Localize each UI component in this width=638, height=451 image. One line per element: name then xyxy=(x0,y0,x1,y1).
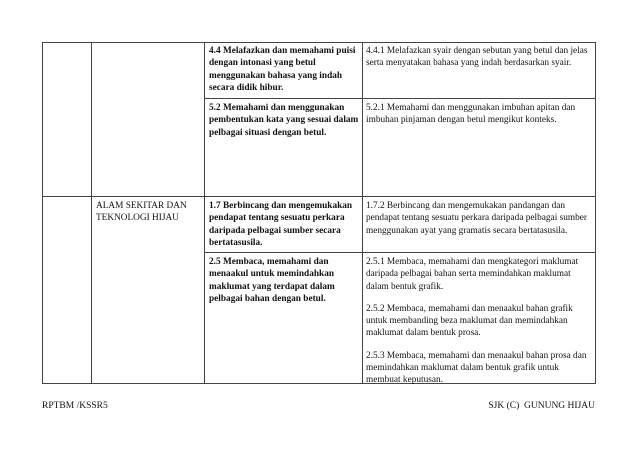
footer-right: SJK (C) GUNUNG HIJAU xyxy=(488,401,595,411)
theme-cell: ALAM SEKITAR DAN TEKNOLOGI HIJAU xyxy=(96,201,187,224)
content-standard-cell: 2.5 Membaca, memahami dan menaakul untuk memindahkan maklumat yang terdapat dalam pelbagai bahan dengan betul. xyxy=(209,257,335,304)
content-standard-cell: 4.4 Melafazkan dan memahami puisi dengan intonasi yang betul menggunakan bahasa yang indah secara didik hibur. xyxy=(209,46,356,93)
learning-standard-cell: 4.4.1 Melafazkan syair dengan sebutan yang betul dan jelas serta menyatakan bahasa yang indah berdasarkan syair. xyxy=(366,46,588,69)
col-border xyxy=(42,42,43,384)
learning-standard-item: 2.5.3 Membaca, memahami dan menaakul bahan prosa dan memindahkan maklumat dalam bentuk grafik untuk membuat keputusan. xyxy=(366,350,587,386)
table-top-border xyxy=(42,42,596,43)
curriculum-table xyxy=(42,42,596,385)
row-divider xyxy=(204,252,596,253)
learning-standard-item: 2.5.2 Membaca, memahami dan menaakul bahan grafik untuk membanding beza maklumat dan memindahkan maklumat dalam bentuk prosa. xyxy=(366,303,573,339)
learning-standard-cell: 1.7.2 Berbincang dan mengemukakan pandangan dan pendapat tentang sesuatu perkara daripada pelbagai sumber menggunakan ayat yang gramatis secara bertatasusila. xyxy=(366,201,587,236)
learning-standard-item: 2.5.1 Membaca, memahami dan mengkategori maklumat daripada pelbagai bahan serta memindahkan maklumat dalam bentuk grafik. xyxy=(366,257,579,292)
content-standard-cell: 5.2 Memahami dan menggunakan pembentukan kata yang sesuai dalam pelbagai situasi dengan betul. xyxy=(209,103,359,138)
learning-standard-cell: 5.2.1 Memahami dan menggunakan imbuhan apitan dan imbuhan pinjaman dengan betul mengikut konteks. xyxy=(366,103,576,126)
content-standard-cell: 1.7 Berbincang dan mengemukakan pendapat tentang sesuatu perkara daripada pelbagai sumber secara bertatasusila. xyxy=(209,201,353,248)
col-border xyxy=(362,42,363,384)
row-divider xyxy=(42,196,596,197)
learning-standard-cell xyxy=(366,256,592,397)
footer-left: RPTBM /KSSR5 xyxy=(42,401,108,411)
col-border xyxy=(91,42,92,384)
col-border xyxy=(204,42,205,384)
col-border xyxy=(595,42,596,384)
row-divider xyxy=(204,98,596,99)
